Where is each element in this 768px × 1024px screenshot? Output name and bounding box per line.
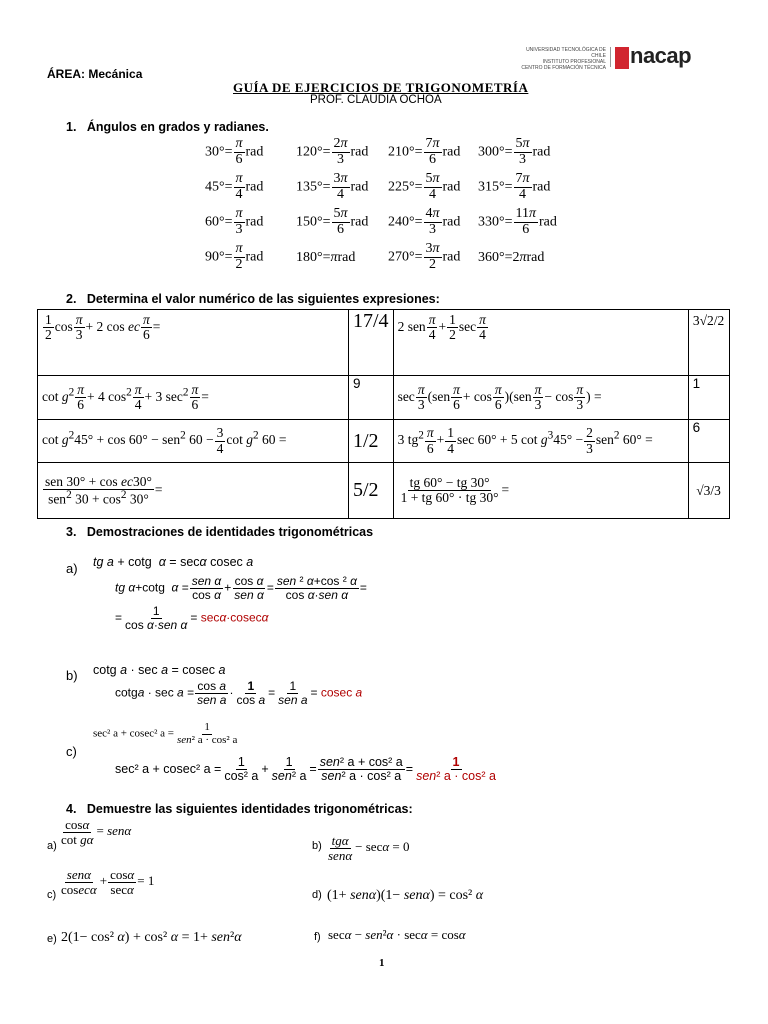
identity-c-step: sec² a + cosec² a = $\frac{1}{\text{cos² a}}$ + $\frac{1}{\text{sen² a}}$ = $\frac{\text{sen² a + cos² a}}{\text{sen² a · cos² a}}$ = $\frac{1}{\text{sen² a · cos² a}}$ (115, 755, 496, 784)
expression-cell: $\frac{tg 60^\circ - tg 30^\circ}{1 + tg 60^\circ \cdot tg 30^\circ}$ = (393, 463, 688, 519)
table-row (38, 310, 730, 376)
expression-cell: $\cot g^2$ $\frac{\pi}{6}$ + 4 $\cos^2$ $\frac{\pi}{4}$ + 3 $\sec^2$ $\frac{\pi}{6}$ = (38, 376, 349, 420)
angle-150: 150°= $\frac{5\pi}{6}$ rad (296, 206, 369, 237)
angle-270: 270°= $\frac{3\pi}{2}$ rad (388, 241, 461, 272)
angle-60: 60°= $\frac{\pi}{3}$ rad (205, 206, 264, 237)
logo-brand: nacap (630, 43, 692, 68)
professor-name: PROF. CLAUDIA OCHOA (310, 94, 442, 106)
angle-120: 120°= $\frac{2\pi}{3}$ rad (296, 136, 369, 167)
identity-c-statement: sec² a + cosec² a = $\frac{1}{\text{sen² a · cos² a}}$ (93, 721, 238, 746)
identity-a-statement: tg a + cotg α = secα cosec a (93, 555, 254, 569)
exercise-e: 2(1− cos² α) + cos² α = 1+ sen²α (61, 930, 242, 945)
answer-cell: 1 (688, 376, 729, 420)
identity-b-step: cotga · sec a = $\frac{\text{cos a}}{\text{sen a}}$ · $\frac{1}{\text{cos a}}$ = $\frac{1}{\text{sen a}}$ = cosec a (115, 679, 363, 707)
angle-330: 330°= $\frac{11\pi}{6}$ rad (478, 206, 557, 237)
identity-a-label: a) (66, 561, 78, 576)
answer-cell: 17/4 (349, 310, 394, 376)
expression-cell: sec $\frac{\pi}{3}$ (sen $\frac{\pi}{6}$ + cos $\frac{\pi}{6}$ )(sen $\frac{\pi}{3}$ − cos $\frac{\pi}{3}$ ) = (393, 376, 688, 420)
logo-mark-icon (615, 47, 629, 69)
logo-org-text: UNIVERSIDAD TECNOLÓGICA DE CHILE INSTITUTO PROFESIONAL CENTRO DE FORMACIÓN TÉCNICA (521, 47, 606, 71)
page-title: GUÍA DE EJERCICIOS DE TRIGONOMETRÍA (233, 80, 529, 95)
expressions-table (37, 309, 730, 519)
section-4-heading: 4. Demuestre las siguientes identidades trigonométricas: (66, 802, 413, 816)
inacap-logo (513, 43, 733, 75)
identity-b-label: b) (66, 668, 78, 683)
identity-a-step-1: tg α+cotg α = $\frac{\text{sen α}}{\text{cos α}}$ + $\frac{\text{cos α}}{\text{sen α}}$ = $\frac{\text{sen ² α+cos ² α}}{\text{cos α·sen α}}$ = (115, 574, 367, 602)
angle-45: 45°= $\frac{\pi}{4}$ rad (205, 171, 264, 202)
table-row (38, 376, 730, 420)
exercise-c-label: c) (47, 889, 57, 901)
exercise-a: $\frac{\cos\alpha}{\text{cot gα}}$ = senα (61, 817, 132, 847)
angle-180: 180°=πrad (296, 250, 356, 265)
angle-300: 300°= $\frac{5\pi}{3}$ rad (478, 136, 551, 167)
answer-cell: 6 (688, 420, 729, 463)
exercise-f: secα − sen²α · secα = cosα (328, 927, 466, 942)
identity-c-label: c) (66, 744, 77, 759)
answer-cell: 5/2 (349, 463, 394, 519)
exercise-b-label: b) (312, 840, 322, 852)
answer-cell: √3/3 (688, 463, 729, 519)
table-row (38, 420, 730, 463)
exercise-f-label: f) (314, 931, 321, 943)
answer-cell: 3√2/2 (688, 310, 729, 376)
logo-divider (610, 47, 611, 67)
angle-30: 30°= $\frac{\pi}{6}$ rad (205, 136, 264, 167)
angle-240: 240°= $\frac{4\pi}{3}$ rad (388, 206, 461, 237)
answer-cell: 9 (349, 376, 394, 420)
section-3-heading: 3. Demostraciones de identidades trigonométricas (66, 525, 374, 539)
angle-315: 315°= $\frac{7\pi}{4}$ rad (478, 171, 551, 202)
exercise-e-label: e) (47, 933, 57, 945)
exercise-c: $\frac{\text{senα}}{cosec\alpha}$ + $\frac{\cos\alpha}{\sec\alpha}$ = 1 (61, 867, 155, 897)
angle-135: 135°= $\frac{3\pi}{4}$ rad (296, 171, 369, 202)
expression-cell: $\frac{1}{2}$ cos $\frac{\pi}{3}$ + 2 cos ec $\frac{\pi}{6}$ = (38, 310, 349, 376)
identity-b-statement: cotg a · sec a = cosec a (93, 663, 226, 677)
angle-360: 360°=2πrad (478, 250, 545, 265)
expression-cell: 2 sen $\frac{\pi}{4}$ + $\frac{1}{2}$ sec $\frac{\pi}{4}$ (393, 310, 688, 376)
angle-225: 225°= $\frac{5\pi}{4}$ rad (388, 171, 461, 202)
angle-210: 210°= $\frac{7\pi}{6}$ rad (388, 136, 461, 167)
exercise-d: (1+ senα)(1− senα) = cos² α (327, 888, 484, 903)
angle-90: 90°= $\frac{\pi}{2}$ rad (205, 241, 264, 272)
expression-cell: $\cot g^245^\circ + \cos 60^\circ - sen^2$ 60 − $\frac{3}{4}$ $\cot g^2$ 60 = (38, 420, 349, 463)
exercise-a-label: a) (47, 840, 57, 852)
section-1-heading: 1. Ángulos en grados y radianes. (66, 120, 269, 134)
page-number: 1 (379, 957, 385, 969)
identity-a-step-2: = $\frac{1}{\text{cos α·sen α}}$ = secα·cosecα (115, 604, 269, 632)
section-2-heading: 2. Determina el valor numérico de las siguientes expresiones: (66, 292, 440, 306)
expression-cell: 3 $tg^2$ $\frac{\pi}{6}$ + $\frac{1}{4}$ sec 60° + 5 $\cot g^345^\circ$ − $\frac{2}{3}$ sen$^2$ 60° = (393, 420, 688, 463)
exercise-d-label: d) (312, 889, 322, 901)
exercise-b: $\frac{\text{tgα}}{\text{senα}}$ − secα = 0 (328, 833, 410, 863)
expression-cell: $\frac{\text{sen 30° + cos ec30°}}{sen^2 30 + \cos^2 30^\circ}$ = (38, 463, 349, 519)
answer-cell: 1/2 (349, 420, 394, 463)
table-row (38, 463, 730, 519)
area-label: ÁREA: Mecánica (47, 67, 143, 81)
